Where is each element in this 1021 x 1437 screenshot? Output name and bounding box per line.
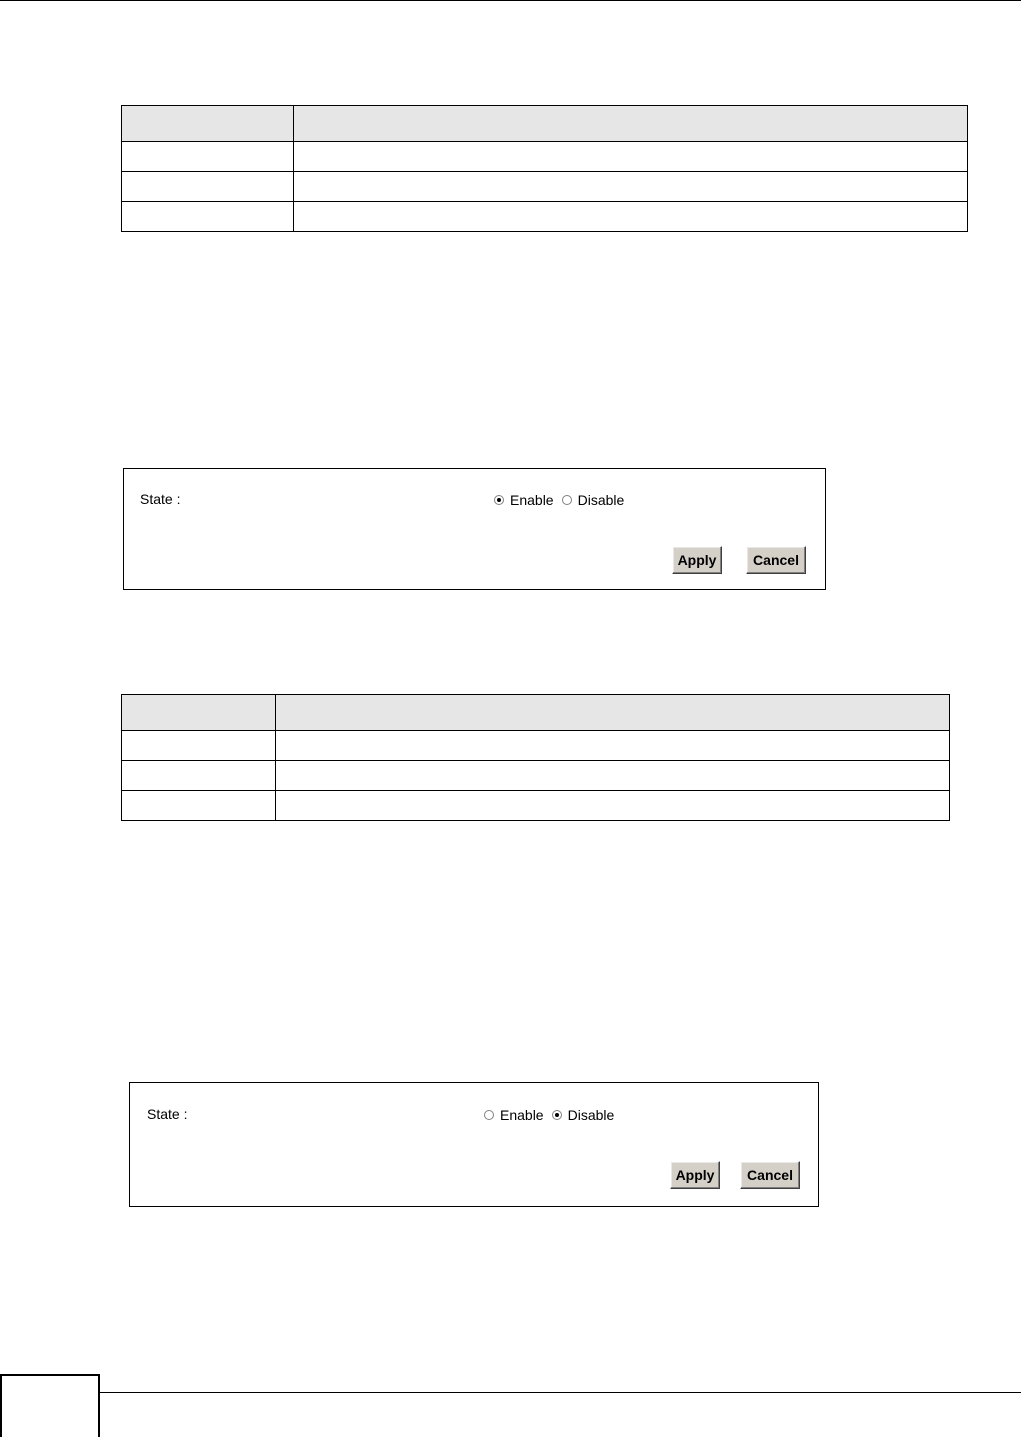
- state-label: State :: [140, 491, 181, 507]
- enable-radio-label: Enable: [500, 1107, 544, 1123]
- apply-button[interactable]: Apply: [670, 1161, 720, 1189]
- table-row: [122, 142, 968, 172]
- footer-rule: [100, 1392, 1021, 1393]
- enable-radio[interactable]: [484, 1110, 494, 1120]
- state-settings-panel-1: [123, 468, 826, 590]
- apply-button[interactable]: Apply: [672, 546, 722, 574]
- cancel-button[interactable]: Cancel: [740, 1161, 800, 1189]
- table-row: [122, 172, 968, 202]
- enable-radio-label: Enable: [510, 492, 554, 508]
- reference-table-2: [121, 694, 950, 821]
- cancel-button[interactable]: Cancel: [746, 546, 806, 574]
- table-row: [122, 761, 950, 791]
- table-header-row: [122, 695, 950, 731]
- disable-radio-label: Disable: [567, 1107, 615, 1123]
- state-radio-group: [484, 1107, 622, 1123]
- reference-table-1: [121, 105, 968, 232]
- state-settings-panel-2: [129, 1082, 819, 1207]
- disable-radio[interactable]: [552, 1110, 562, 1120]
- table-header-row: [122, 106, 968, 142]
- disable-radio-label: Disable: [577, 492, 625, 508]
- state-label: State :: [147, 1106, 188, 1122]
- disable-radio[interactable]: [562, 495, 572, 505]
- enable-radio[interactable]: [494, 495, 504, 505]
- header-rule: [0, 0, 1021, 1]
- table-row: [122, 731, 950, 761]
- table-row: [122, 202, 968, 232]
- state-radio-group: [494, 492, 632, 508]
- page-number-box: [0, 1374, 100, 1437]
- table-row: [122, 791, 950, 821]
